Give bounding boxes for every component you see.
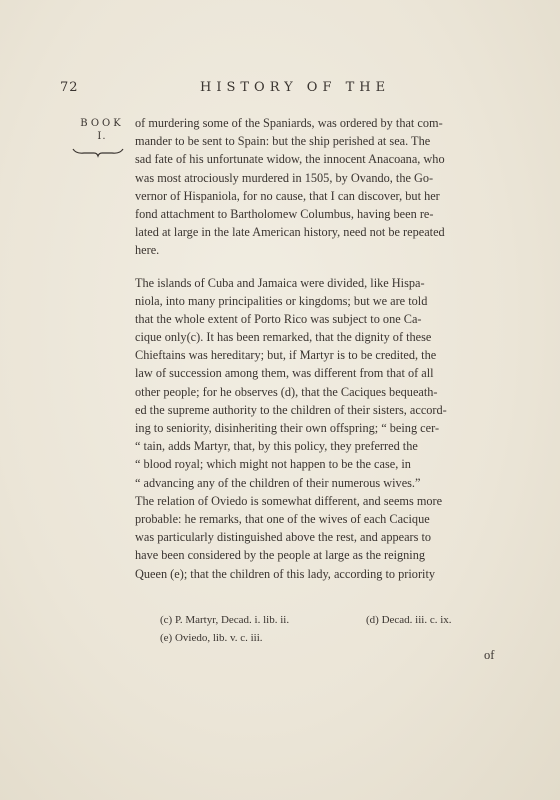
text-line: “ tain, adds Martyr, that, by this policy, they preferred the [135,439,418,454]
paragraph-2 [135,274,497,583]
text-line: law of succession among them, was different from that of all [135,366,434,381]
text-line: “ advancing any of the children of their numerous wives.” [135,475,421,490]
bracket-ornament-icon [72,146,124,158]
footnote-e: (e) Oviedo, lib. v. c. iii. [160,632,263,644]
text-line: here. [135,243,160,258]
text-line: “ blood royal; which might not happen to be the case, in [135,457,411,472]
text-line: other people; for he observes (d), that the Caciques bequeath- [135,384,438,399]
text-line: Queen (e); that the children of this lady, according to priority [135,566,436,581]
running-head: HISTORY OF THE [200,80,391,95]
paragraph-gap [135,260,497,274]
text-line: cique only(c). It has been remarked, that the dignity of these [135,330,432,345]
text-line: vernor of Hispaniola, for no cause, that I can discover, but her [135,188,440,203]
text-line: was most atrociously murdered in 1505, by Ovando, the Go- [135,170,434,185]
book-number: I. [97,131,107,142]
margin-book-label [72,118,132,142]
text-line: niola, into many principalities or kingdoms; but we are told [135,293,428,308]
text-line: Chieftains was hereditary; but, if Martyr is to be credited, the [135,348,437,363]
footnote-row [160,632,500,650]
text-line: mander to be sent to Spain: but the ship perished at sea. The [135,134,431,149]
text-line: have been considered by the people at large as the reigning [135,548,426,563]
text-line: The islands of Cuba and Jamaica were divided, like Hispa- [135,275,425,290]
text-line: The relation of Oviedo is somewhat different, and seems more [135,493,443,508]
footnotes [160,614,500,650]
page-number: 72 [60,80,79,95]
text-line: ed the supreme authority to the children of their sisters, accord- [135,402,447,417]
body-text [135,114,497,583]
paragraph-1 [135,114,497,260]
text-line: of murdering some of the Spaniards, was ordered by that com- [135,116,443,130]
text-line: fond attachment to Bartholomew Columbus, having been re- [135,206,434,221]
catchword: of [484,648,495,662]
text-line: lated at large in the late American history, need not be repeated [135,225,445,240]
footnote-d: (d) Decad. iii. c. ix. [366,614,452,626]
text-line: probable: he remarks, that one of the wives of each Cacique [135,511,430,526]
book-word: BOOK [80,118,124,129]
footnote-c: (c) P. Martyr, Decad. i. lib. ii. [160,614,290,626]
text-line: sad fate of his unfortunate widow, the innocent Anacoana, who [135,152,445,167]
footnote-row [160,614,500,632]
text-line: ing to seniority, disinheriting their own offspring; “ being cer- [135,421,440,435]
text-line: was particularly distinguished above the rest, and appears to [135,530,432,545]
text-line: that the whole extent of Porto Rico was subject to one Ca- [135,311,422,326]
